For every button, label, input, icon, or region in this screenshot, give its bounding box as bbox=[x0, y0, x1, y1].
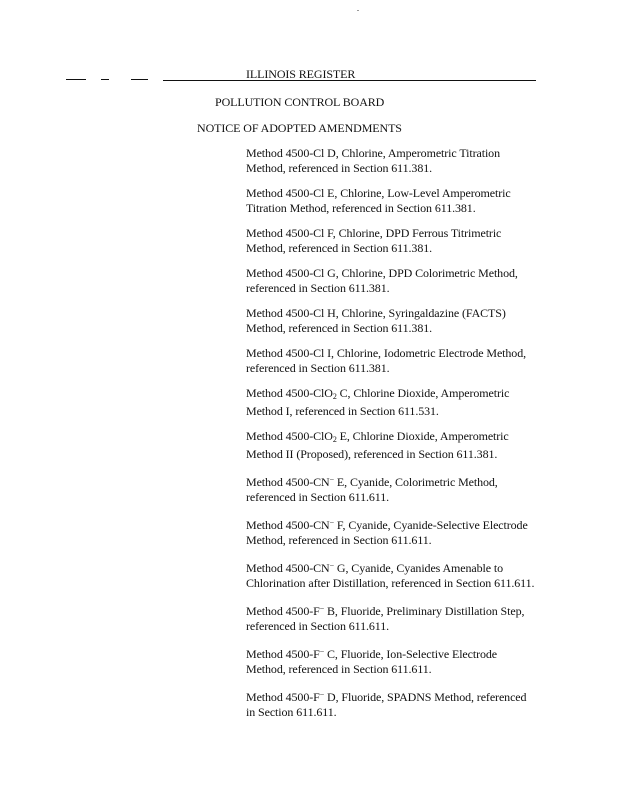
header-rule-dash bbox=[101, 79, 109, 80]
method-entry: Method 4500-Cl D, Chlorine, Amperometric Titration Method, referenced in Section 611.381. bbox=[246, 146, 500, 175]
board-title: POLLUTION CONTROL BOARD bbox=[215, 95, 385, 109]
method-entry: Method 4500-ClO$_2$ C, Chlorine Dioxide, Amperometric Method I, referenced in Section 611.531. bbox=[246, 386, 510, 418]
method-entry: Method 4500-Cl F, Chlorine, DPD Ferrous Titrimetric Method, referenced in Section 611.381. bbox=[246, 226, 502, 255]
notice-title: NOTICE OF ADOPTED AMENDMENTS bbox=[197, 121, 402, 135]
header-rule-dash bbox=[66, 79, 86, 80]
method-entry: Method 4500-CN− G, Cyanide, Cyanides Amenable to Chlorination after Distillation, referenced in Section 611.611. bbox=[246, 561, 535, 590]
method-entry: Method 4500-F− C, Fluoride, Ion-Selective Electrode Method, referenced in Section 611.611. bbox=[246, 647, 498, 676]
method-entry: Method 4500-Cl I, Chlorine, Iodometric Electrode Method, referenced in Section 611.381. bbox=[246, 346, 527, 375]
method-entry: Method 4500-F− D, Fluoride, SPADNS Method, referenced in Section 611.611. bbox=[246, 690, 527, 719]
method-list bbox=[246, 146, 538, 720]
scan-speck bbox=[357, 10, 359, 11]
method-entry: Method 4500-F− B, Fluoride, Preliminary Distillation Step, referenced in Section 611.611. bbox=[246, 604, 525, 633]
method-entry: Method 4500-Cl H, Chlorine, Syringaldazine (FACTS) Method, referenced in Section 611.381. bbox=[246, 306, 506, 335]
method-entry: Method 4500-CN− F, Cyanide, Cyanide-Selective Electrode Method, referenced in Section 611.611. bbox=[246, 518, 528, 547]
register-title: ILLINOIS REGISTER bbox=[246, 67, 356, 81]
header-rule-dash bbox=[131, 79, 148, 80]
method-entry: Method 4500-Cl E, Chlorine, Low-Level Amperometric Titration Method, referenced in Section 611.381. bbox=[246, 186, 511, 215]
method-entry: Method 4500-ClO$_2$ E, Chlorine Dioxide, Amperometric Method II (Proposed), referenced in Section 611.381. bbox=[246, 429, 509, 461]
method-entry: Method 4500-CN− E, Cyanide, Colorimetric Method, referenced in Section 611.611. bbox=[246, 475, 498, 504]
method-entry: Method 4500-Cl G, Chlorine, DPD Colorimetric Method, referenced in Section 611.381. bbox=[246, 266, 518, 295]
